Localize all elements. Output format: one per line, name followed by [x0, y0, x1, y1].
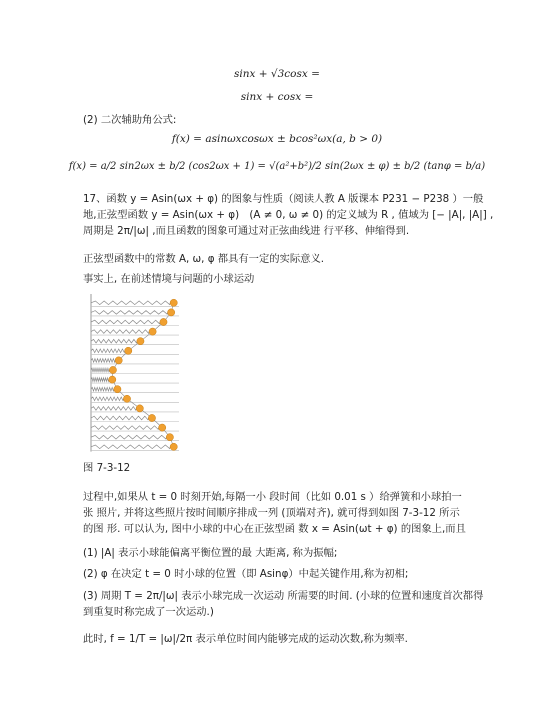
- ball: [109, 376, 116, 383]
- ball: [148, 414, 155, 421]
- spring: [91, 426, 159, 430]
- paragraph-fact: 事实上, 在前述情境与问题的小球运动: [83, 273, 255, 285]
- section17-line2: 地,正弦型函数 y = Asin(ωx + φ) (A ≠ 0, ω ≠ 0) 的定义域为 R , 值域为 [− |A|, |A|] ,: [83, 209, 494, 221]
- spring: [91, 339, 137, 343]
- spring: [91, 368, 109, 372]
- process-line2: 张 照片, 并将这些照片按时间顺序排成一列 (顶端对齐), 就可得到如图 7-3-12 所示: [83, 507, 460, 519]
- paragraph-parameters: 正弦型函数中的常数 A, ω, φ 都具有一定的实际意义.: [83, 253, 325, 265]
- spring: [91, 301, 170, 305]
- formula-general-form: f(x) = asinωxcosωx ± bcos²ωx(a, b > 0): [171, 133, 383, 145]
- spring-ball-figure: [83, 292, 183, 452]
- section17-line3: 周期是 2π/|ω| ,而且函数的图象可通过对正弦曲线进 行平移、伸缩得到.: [83, 225, 410, 237]
- ball: [149, 328, 156, 335]
- formula-expansion: f(x) = a/2 sin2ωx ± b/2 (cos2ωx + 1) = √(a²+b²)/2 sin(2ωx ± φ) ± b/2 (tanφ = b/a): [68, 161, 486, 172]
- ball: [159, 424, 166, 431]
- ball: [114, 386, 121, 393]
- ball: [125, 347, 132, 354]
- process-line1: 过程中,如果从 t = 0 时刻开始,每隔一小 段时间（比如 0.01 s ）给弹簧和小球拍一: [83, 491, 462, 503]
- ball: [115, 357, 122, 364]
- spring: [91, 445, 170, 449]
- section17-line1: 17、函数 y = Asin(ωx + φ) 的图象与性质（阅读人教 A 版课本 P231 − P238 ）一般: [83, 193, 484, 205]
- spring: [91, 311, 168, 315]
- spring: [91, 407, 136, 411]
- spring: [91, 387, 114, 391]
- spring: [91, 416, 148, 420]
- figure-caption: 图 7-3-12: [83, 462, 131, 474]
- item-amplitude: (1) |A| 表示小球能偏离平衡位置的最 大距离, 称为振幅;: [83, 547, 338, 559]
- ball: [137, 338, 144, 345]
- formula-sin-plus-cos: sinx + cosx =: [240, 91, 314, 103]
- ball: [109, 366, 116, 373]
- spring: [91, 330, 149, 334]
- ball: [160, 318, 167, 325]
- ball: [136, 405, 143, 412]
- heading-secondary-auxiliary-angle: (2) 二次辅助角公式:: [83, 114, 177, 126]
- ball: [123, 395, 130, 402]
- spring: [91, 349, 125, 353]
- spring: [91, 320, 160, 324]
- process-line3: 的图 形. 可以认为, 图中小球的中心在正弦型函 数 x = Asin(ωt + φ) 的图象上,而且: [83, 523, 466, 535]
- spring: [91, 359, 115, 363]
- spring: [91, 435, 166, 439]
- ball: [170, 443, 177, 450]
- ball: [170, 299, 177, 306]
- item-initial-phase: (2) φ 在决定 t = 0 时小球的位置（即 Asinφ）中起关键作用,称为初相;: [83, 568, 409, 580]
- spring: [91, 397, 124, 401]
- ball: [168, 309, 175, 316]
- spring: [91, 378, 109, 382]
- item-period: (3) 周期 T = 2π/|ω| 表示小球完成一次运动 所需要的时间. (小球的位置和速度首次都得: [83, 590, 484, 602]
- paragraph-frequency: 此时, f = 1/T = |ω|/2π 表示单位时间内能够完成的运动次数,称为频率.: [83, 633, 408, 645]
- item-period-continued: 到重复时称完成了一次运动.): [83, 606, 214, 618]
- ball: [166, 434, 173, 441]
- formula-sin-plus-root3cos: sinx + √3cosx =: [234, 68, 320, 80]
